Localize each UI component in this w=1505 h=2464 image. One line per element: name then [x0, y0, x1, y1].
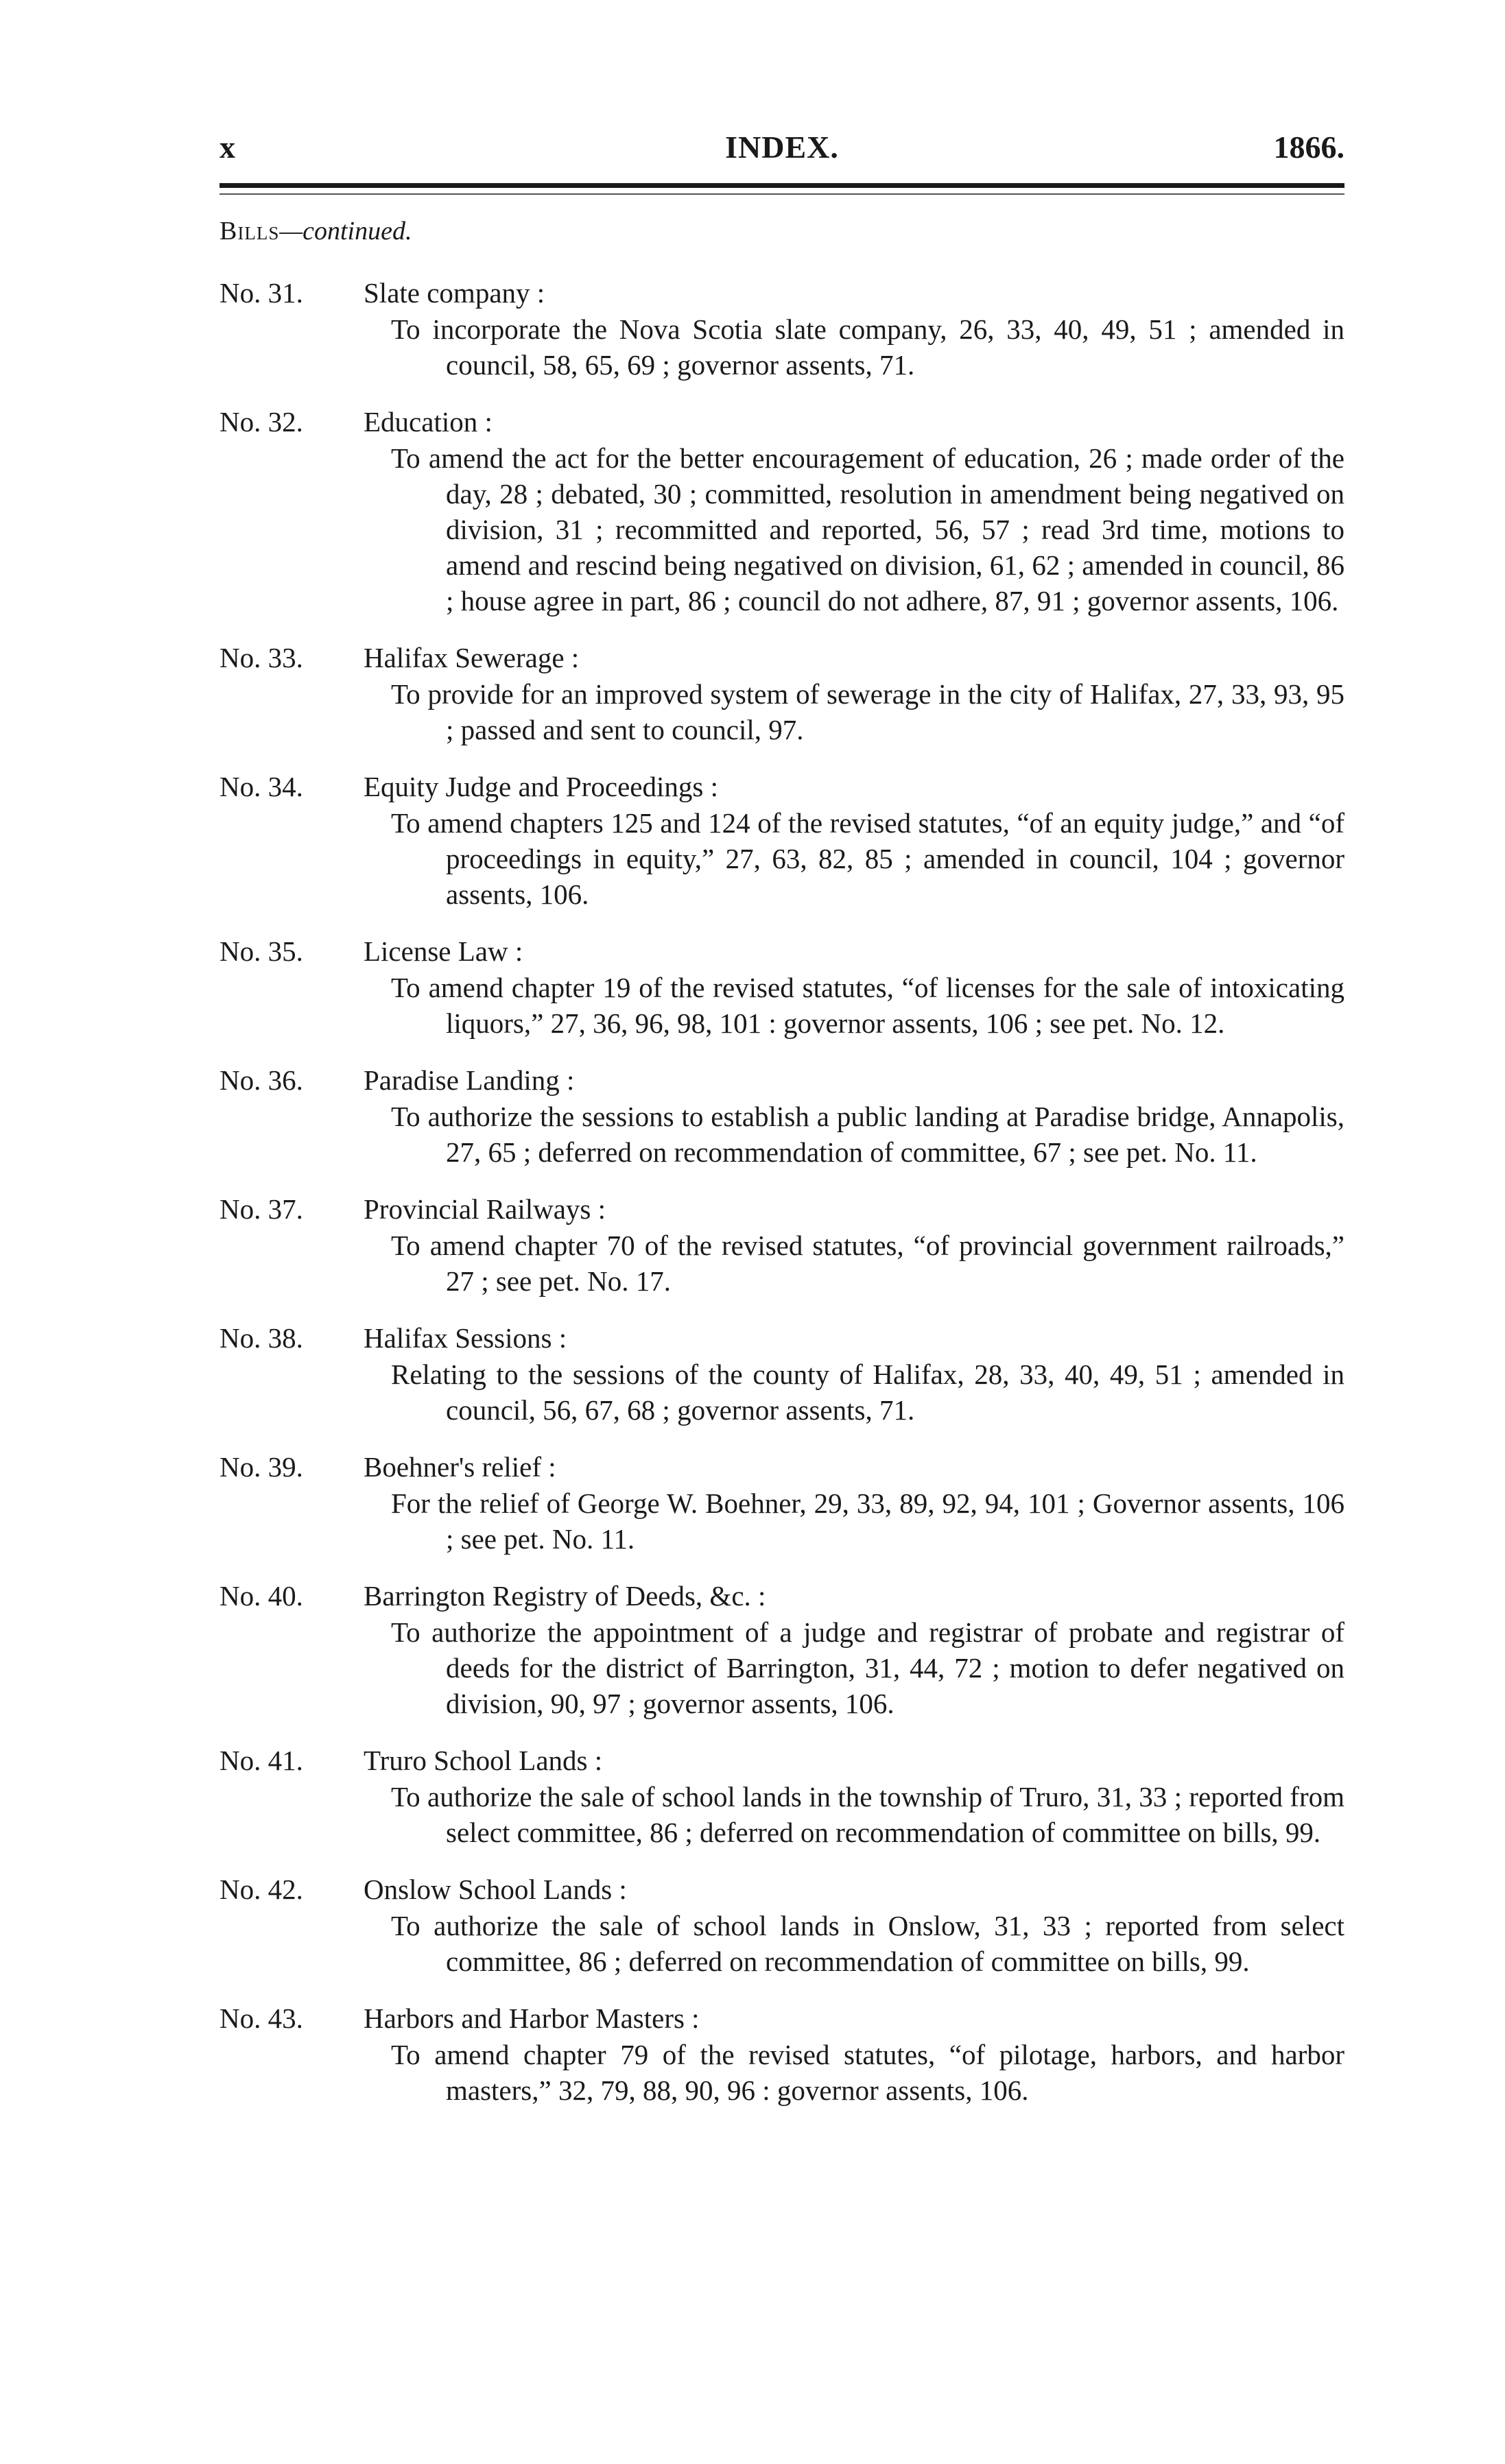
bill-title: Truro School Lands :: [364, 1745, 603, 1776]
bill-description: To incorporate the Nova Scotia slate company, 26, 33, 40, 49, 51 ; amended in council, 58, 65, 69 ; governor assents, 71.: [391, 313, 1344, 381]
section-heading: [220, 214, 412, 248]
page-folio: x: [220, 130, 235, 165]
bill-description: To amend chapter 79 of the revised statutes, “of pilotage, harbors, and harbor masters,” 32, 79, 88, 90, 96 : governor assents, 106.: [391, 2039, 1344, 2106]
bill-title: Barrington Registry of Deeds, &c. :: [364, 1580, 766, 1612]
running-header: [220, 123, 1344, 171]
bill-title: Paradise Landing :: [364, 1064, 575, 1096]
bill-entry: [220, 403, 1344, 619]
bill-entry: [220, 1742, 1344, 1850]
bill-description: To amend the act for the better encouragement of education, 26 ; made order of the day, 28 ; debated, 30 ; committed, resolution in amendment being negatived on division, 31 ; recommitted and reported, 56, 57 ; read 3rd time, motions to amend and rescind being negatived on division, 61, 62 ; amended in council, 86 ; house agree in part, 86 ; council do not adhere, 87, 91 ; governor assents, 106.: [391, 442, 1344, 617]
bill-number: No. 42.: [220, 1874, 303, 1905]
bill-entry: [220, 933, 1344, 1041]
bill-entry: [220, 1319, 1344, 1428]
bill-entries-list: [220, 274, 1344, 2129]
page-title: INDEX.: [725, 130, 839, 165]
bill-number: No. 31.: [220, 277, 303, 309]
bill-title: Halifax Sewerage :: [364, 642, 580, 673]
bill-entry: [220, 274, 1344, 383]
bill-title: Equity Judge and Proceedings :: [364, 771, 718, 802]
bill-description: To amend chapter 19 of the revised statutes, “of licenses for the sale of intoxicating liquors,” 27, 36, 96, 98, 101 : governor assents, 106 ; see pet. No. 12.: [391, 972, 1344, 1039]
bill-title: Boehner's relief :: [364, 1451, 556, 1483]
bill-title: Halifax Sessions :: [364, 1322, 567, 1354]
section-continued: —continued.: [279, 217, 412, 246]
bill-number: No. 43.: [220, 2002, 303, 2034]
bill-number: No. 40.: [220, 1580, 303, 1612]
bill-description: To provide for an improved system of sewerage in the city of Halifax, 27, 33, 93, 95 ; passed and sent to council, 97.: [391, 678, 1344, 745]
header-rule-thin: [220, 193, 1344, 195]
bill-title: License Law :: [364, 935, 523, 967]
bill-description: To amend chapter 70 of the revised statutes, “of provincial government railroads,” 27 ; see pet. No. 17.: [391, 1230, 1344, 1297]
header-rule-thick: [220, 183, 1344, 188]
bill-number: No. 36.: [220, 1064, 303, 1096]
bill-entry: [220, 1062, 1344, 1170]
bill-description: Relating to the sessions of the county of Halifax, 28, 33, 40, 49, 51 ; amended in council, 56, 67, 68 ; governor assents, 71.: [391, 1359, 1344, 1426]
bill-title: Education :: [364, 406, 493, 438]
bill-description: To authorize the appointment of a judge and registrar of probate and registrar of deeds for the district of Barrington, 31, 44, 72 ; motion to defer negatived on division, 90, 97 ; governor assents, 106.: [391, 1616, 1344, 1719]
bill-entry: [220, 2000, 1344, 2108]
page-year: 1866.: [1273, 130, 1344, 165]
bill-description: To authorize the sale of school lands in Onslow, 31, 33 ; reported from select committee, 86 ; deferred on recommendation of committee on bills, 99.: [391, 1910, 1344, 1977]
bill-entry: [220, 1577, 1344, 1721]
bill-entry: [220, 1448, 1344, 1557]
bill-entry: [220, 639, 1344, 747]
section-name: Bills: [220, 217, 280, 246]
bill-description: To authorize the sale of school lands in the township of Truro, 31, 33 ; reported from select committee, 86 ; deferred on recommendation of committee on bills, 99.: [391, 1781, 1344, 1848]
bill-number: No. 38.: [220, 1322, 303, 1354]
bill-title: Provincial Railways :: [364, 1193, 606, 1225]
bill-number: No. 39.: [220, 1451, 303, 1483]
bill-title: Harbors and Harbor Masters :: [364, 2002, 700, 2034]
bill-number: No. 37.: [220, 1193, 303, 1225]
bill-number: No. 41.: [220, 1745, 303, 1776]
bill-entry: [220, 1871, 1344, 1979]
bill-description: For the relief of George W. Boehner, 29, 33, 89, 92, 94, 101 ; Governor assents, 106 ; see pet. No. 11.: [391, 1487, 1344, 1555]
bill-number: No. 35.: [220, 935, 303, 967]
bill-title: Slate company :: [364, 277, 545, 309]
bill-number: No. 34.: [220, 771, 303, 802]
bill-title: Onslow School Lands :: [364, 1874, 627, 1905]
bill-description: To amend chapters 125 and 124 of the revised statutes, “of an equity judge,” and “of proceedings in equity,” 27, 63, 82, 85 ; amended in council, 104 ; governor assents, 106.: [391, 807, 1344, 910]
bill-number: No. 32.: [220, 406, 303, 438]
bill-entry: [220, 768, 1344, 912]
bill-entry: [220, 1191, 1344, 1299]
bill-description: To authorize the sessions to establish a public landing at Paradise bridge, Annapolis, 27, 65 ; deferred on recommendation of committee, 67 ; see pet. No. 11.: [391, 1101, 1344, 1168]
bill-number: No. 33.: [220, 642, 303, 673]
